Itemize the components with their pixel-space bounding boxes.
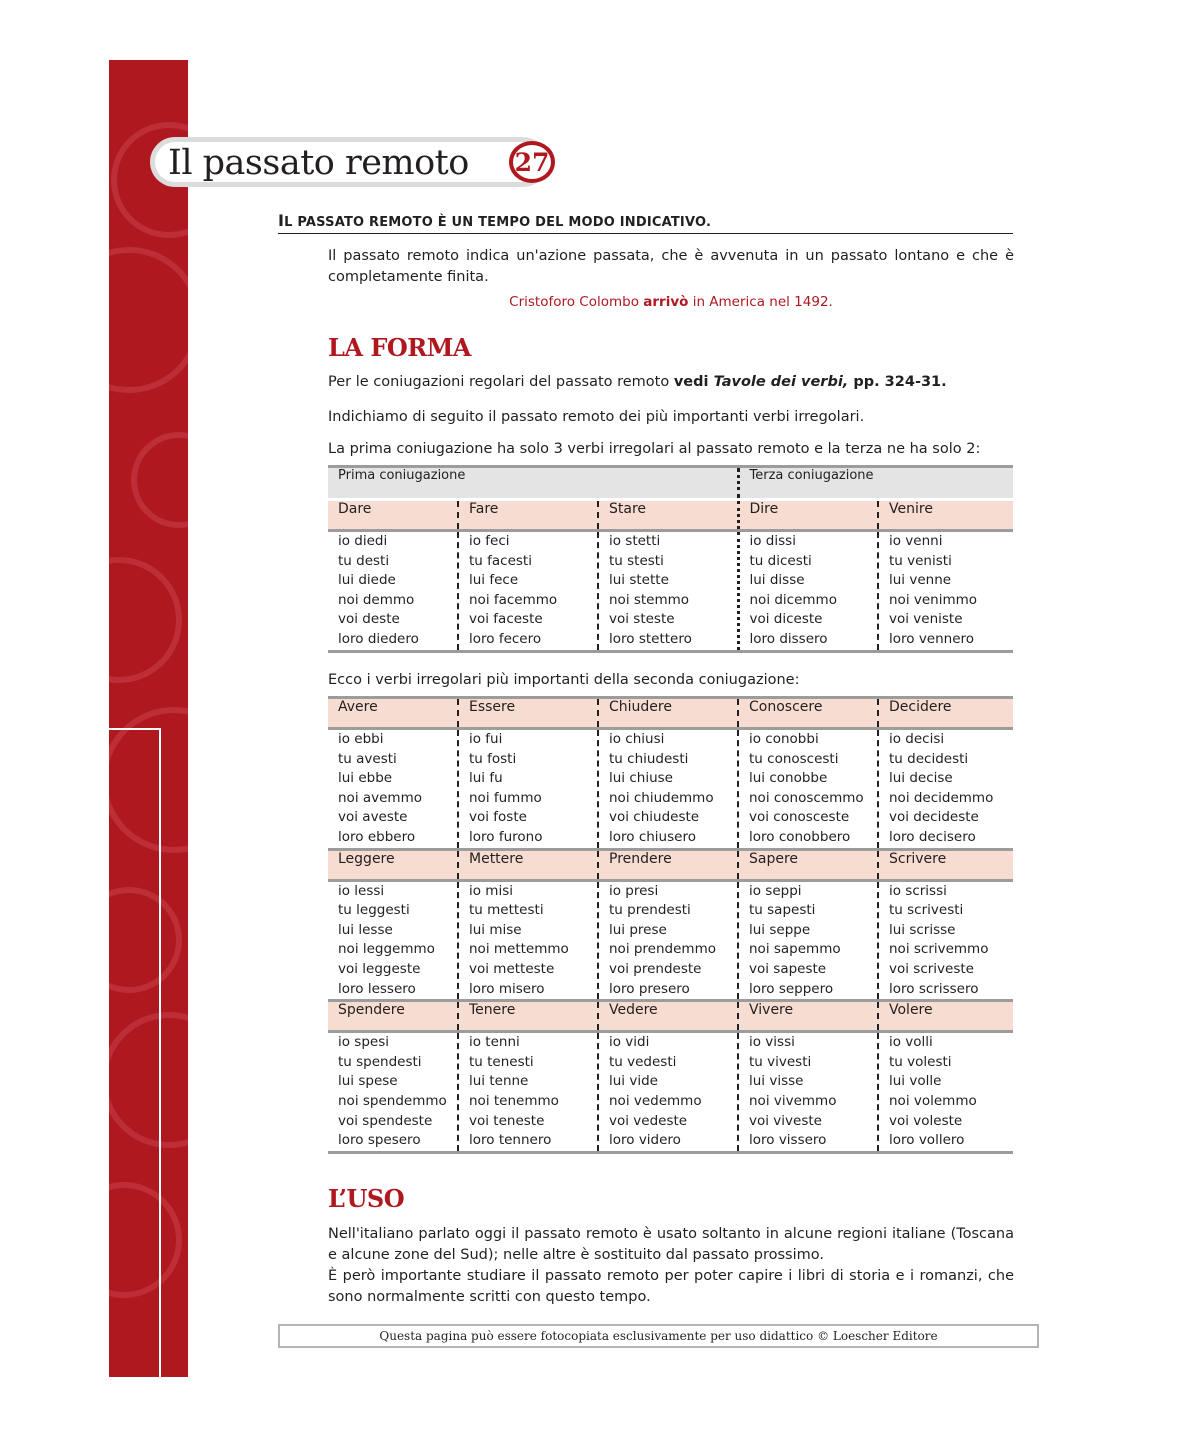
verb-forms-cell: io vissi tu vivesti lui visse noi vivemmo voi viveste loro vissero <box>738 1032 878 1153</box>
table-forms-row <box>328 729 1013 850</box>
verb-forms-cell: io misi tu mettesti lui mise noi mettemmo voi metteste loro misero <box>458 880 598 1001</box>
forma-line-irregular: Indichiamo di seguito il passato remoto dei più importanti verbi irregolari. <box>328 409 865 425</box>
table-verb-header-row <box>328 1001 1013 1032</box>
intro-paragraph: Il passato remoto indica un'azione passata, che è avvenuta in un passato lontano e che è completamente finita. <box>328 248 1014 285</box>
verb-forms-cell: io scrissi tu scrivesti lui scrisse noi scrivemmo voi scriveste loro scrissero <box>878 880 1013 1001</box>
verb-forms-cell: io lessi tu leggesti lui lesse noi leggemmo voi leggeste loro lessero <box>338 882 435 997</box>
table-verb-header-row <box>328 849 1013 880</box>
verb-table-first-third <box>328 465 1013 653</box>
verb-header: Fare <box>458 500 598 531</box>
table-group-header-row <box>328 467 1013 500</box>
verb-header: Volere <box>878 1001 1013 1032</box>
verb-header: Avere <box>328 698 458 729</box>
verb-forms-cell: io volli tu volesti lui volle noi volemmo voi voleste loro vollero <box>878 1032 1013 1153</box>
group-third-conjugation: Terza coniugazione <box>738 467 1013 500</box>
verb-forms-cell: io stetti tu stesti lui stette noi stemmo voi steste loro stettero <box>598 531 738 652</box>
verb-header: Decidere <box>878 698 1013 729</box>
verb-header: Mettere <box>458 849 598 880</box>
uso-paragraph-1: Nell'italiano parlato oggi il passato remoto è usato soltanto in alcune regioni italiane (Toscana e alcune zone del Sud); nelle altre è sostituito dal passato prossimo. <box>328 1226 1014 1263</box>
verb-forms-cell: io feci tu facesti lui fece noi facemmo voi faceste loro fecero <box>458 531 598 652</box>
verb-forms-cell: io diedi tu desti lui diede noi demmo voi deste loro diedero <box>328 531 458 652</box>
verb-header: Prendere <box>598 849 738 880</box>
example-verb: arrivò <box>643 294 689 310</box>
page-title: Il passato remoto <box>168 143 469 183</box>
verb-forms-cell: io conobbi tu conoscesti lui conobbe noi conoscemmo voi conosceste loro conobbero <box>738 729 878 850</box>
uso-paragraph-2: È però importante studiare il passato remoto per poter capire i libri di storia e i romanzi, che sono normalmente scritti con questo tempo. <box>328 1268 1014 1305</box>
section-title-uso: L’USO <box>328 1184 405 1213</box>
verb-forms-cell: io ebbi tu avesti lui ebbe noi avemmo voi aveste loro ebbero <box>338 731 422 845</box>
verb-header: Essere <box>458 698 598 729</box>
verb-header: Scrivere <box>878 849 1013 880</box>
intro-heading-initial: I <box>278 211 285 230</box>
forma-line-first-third: La prima coniugazione ha solo 3 verbi irregolari al passato remoto e la terza ne ha solo 2: <box>328 441 981 457</box>
verb-forms-cell: io dissi tu dicesti lui disse noi dicemmo voi diceste loro dissero <box>738 531 878 652</box>
verb-forms-cell: io spesi tu spendesti lui spese noi spendemmo voi spendeste loro spesero <box>328 1032 458 1153</box>
section-title-forma: LA FORMA <box>328 333 471 362</box>
table-verb-header-row <box>328 698 1013 729</box>
verb-forms-cell: io presi tu prendesti lui prese noi prendemmo voi prendeste loro presero <box>598 880 738 1001</box>
group-first-conjugation: Prima coniugazione <box>328 467 738 500</box>
table-forms-row <box>328 880 1013 1001</box>
intro-heading <box>278 211 1013 234</box>
verb-header: Venire <box>878 500 1013 531</box>
verb-header: Dare <box>328 500 458 531</box>
verb-forms-cell: io venni tu venisti lui venne noi venimmo voi veniste loro vennero <box>878 531 1013 652</box>
table-verb-header-row <box>328 500 1013 531</box>
copyright-footer: Questa pagina può essere fotocopiata esclusivamente per uso didattico © Loescher Editore <box>278 1324 1039 1348</box>
verb-header: Vivere <box>738 1001 878 1032</box>
table-forms-row <box>328 531 1013 652</box>
second-conjugation-intro: Ecco i verbi irregolari più importanti della seconda coniugazione: <box>328 672 800 688</box>
verb-forms-cell: io fui tu fosti lui fu noi fummo voi foste loro furono <box>458 729 598 850</box>
verb-table-second <box>328 696 1013 1154</box>
verb-header: Leggere <box>328 849 458 880</box>
table-forms-row <box>328 1032 1013 1153</box>
verb-header: Spendere <box>328 1001 458 1032</box>
intro-heading-text: L PASSATO REMOTO È UN TEMPO DEL MODO INDICATIVO. <box>284 215 712 230</box>
verb-forms-cell: io decisi tu decidesti lui decise noi decidemmo voi decideste loro decisero <box>878 729 1013 850</box>
forma-line-regular: Per le coniugazioni regolari del passato remoto vedi Tavole dei verbi, pp. 324-31. <box>328 374 947 390</box>
verb-header: Chiudere <box>598 698 738 729</box>
verb-forms-cell: io chiusi tu chiudesti lui chiuse noi chiudemmo voi chiudeste loro chiusero <box>598 729 738 850</box>
verb-header: Stare <box>598 500 738 531</box>
verb-forms-cell: io tenni tu tenesti lui tenne noi tenemmo voi teneste loro tennero <box>458 1032 598 1153</box>
verb-header: Sapere <box>738 849 878 880</box>
verb-forms-cell: io seppi tu sapesti lui seppe noi sapemmo voi sapeste loro seppero <box>738 880 878 1001</box>
verb-header: Vedere <box>598 1001 738 1032</box>
chapter-number-badge: 27 <box>509 141 555 183</box>
verb-tables-reference: vedi Tavole dei verbi, pp. 324-31. <box>673 374 947 390</box>
verb-header: Tenere <box>458 1001 598 1032</box>
example-sentence: Cristoforo Colombo arrivò in America nel 1492. <box>509 294 833 310</box>
verb-header: Dire <box>738 500 878 531</box>
verb-header: Conoscere <box>738 698 878 729</box>
verb-forms-cell: io vidi tu vedesti lui vide noi vedemmo voi vedeste loro videro <box>598 1032 738 1153</box>
